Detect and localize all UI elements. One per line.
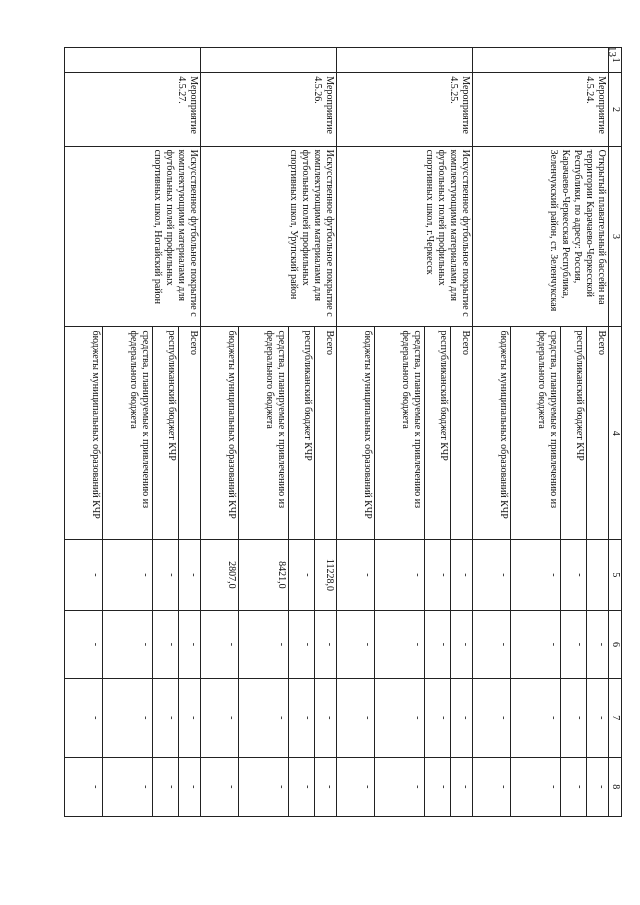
funding-source: бюджеты муниципальных образований КЧР bbox=[201, 327, 239, 539]
value-cell: - bbox=[153, 610, 179, 678]
value-cell: - bbox=[337, 679, 375, 757]
value-cell: - bbox=[65, 610, 103, 678]
value-cell: - bbox=[239, 610, 289, 678]
value-cell: - bbox=[315, 610, 337, 678]
value-cell: - bbox=[103, 679, 153, 757]
event-description: Искусственное футбольное покрытие с комплектующими материалами для футбольных полей профильных спортивных школ, г.Черкесск bbox=[337, 146, 473, 327]
funding-source: средства, планируемые к привлечению из федерального бюджета bbox=[239, 327, 289, 539]
value-cell: 2807,0 bbox=[201, 539, 239, 610]
row-number-cell bbox=[473, 48, 609, 73]
table-body bbox=[65, 48, 622, 817]
value-cell: - bbox=[451, 539, 473, 610]
value-cell: - bbox=[561, 610, 587, 678]
funding-source: Всего bbox=[587, 327, 609, 539]
value-cell: - bbox=[103, 610, 153, 678]
funding-source: бюджеты муниципальных образований КЧР bbox=[65, 327, 103, 539]
funding-source: средства, планируемые к привлечению из федерального бюджета bbox=[375, 327, 425, 539]
value-cell: - bbox=[451, 679, 473, 757]
value-cell: - bbox=[337, 757, 375, 817]
table-row bbox=[315, 48, 337, 817]
event-name: Мероприятие 4.5.24. bbox=[473, 73, 609, 146]
value-cell: - bbox=[561, 679, 587, 757]
value-cell: - bbox=[473, 610, 511, 678]
value-cell: - bbox=[315, 757, 337, 817]
value-cell: - bbox=[425, 539, 451, 610]
column-number: 8 bbox=[609, 757, 622, 817]
header-row bbox=[609, 48, 622, 817]
value-cell: - bbox=[239, 757, 289, 817]
value-cell: - bbox=[153, 757, 179, 817]
column-number: 3 bbox=[609, 146, 622, 327]
event-name: Мероприятие 4.5.27. bbox=[65, 73, 201, 146]
value-cell: - bbox=[201, 679, 239, 757]
row-number-cell bbox=[337, 48, 473, 73]
value-cell: - bbox=[561, 539, 587, 610]
value-cell: - bbox=[511, 610, 561, 678]
value-cell: - bbox=[587, 679, 609, 757]
funding-source: республиканский бюджет КЧР bbox=[425, 327, 451, 539]
value-cell: - bbox=[511, 539, 561, 610]
value-cell: - bbox=[473, 539, 511, 610]
event-name: Мероприятие 4.5.25. bbox=[337, 73, 473, 146]
event-name: Мероприятие 4.5.26. bbox=[201, 73, 337, 146]
value-cell: - bbox=[587, 610, 609, 678]
value-cell: - bbox=[179, 610, 201, 678]
value-cell: - bbox=[201, 610, 239, 678]
value-cell: - bbox=[375, 757, 425, 817]
column-number: 4 bbox=[609, 327, 622, 539]
row-number-cell bbox=[65, 48, 201, 73]
column-number: 1 bbox=[609, 48, 622, 73]
funding-source: бюджеты муниципальных образований КЧР bbox=[473, 327, 511, 539]
value-cell: - bbox=[239, 679, 289, 757]
value-cell bbox=[587, 539, 609, 610]
value-cell: - bbox=[179, 757, 201, 817]
funding-source: средства, планируемые к привлечению из федерального бюджета bbox=[511, 327, 561, 539]
value-cell: - bbox=[561, 757, 587, 817]
value-cell: - bbox=[587, 757, 609, 817]
value-cell: - bbox=[451, 757, 473, 817]
value-cell: - bbox=[511, 757, 561, 817]
column-number: 5 bbox=[609, 539, 622, 610]
value-cell: - bbox=[337, 539, 375, 610]
funding-source: средства, планируемые к привлечению из федерального бюджета bbox=[103, 327, 153, 539]
funding-source: Всего bbox=[179, 327, 201, 539]
value-cell: - bbox=[337, 610, 375, 678]
value-cell: - bbox=[289, 757, 315, 817]
value-cell: 11228,0 bbox=[315, 539, 337, 610]
value-cell: - bbox=[65, 539, 103, 610]
funding-source: республиканский бюджет КЧР bbox=[561, 327, 587, 539]
event-description: Искусственное футбольное покрытие с комплектующими материалами для футбольных полей профильных спортивных школ, Урупский район bbox=[201, 146, 337, 327]
event-description: Открытый плавательный бассейн на территории Карачаево-Черкесской Республики, по адресу: Россия, Карачаево-Черкесская Республика, Зеленчукский район, ст. Зеленчукская bbox=[473, 146, 609, 327]
funding-source: Всего bbox=[451, 327, 473, 539]
value-cell: - bbox=[425, 757, 451, 817]
value-cell: 8421,0 bbox=[239, 539, 289, 610]
table-row bbox=[587, 48, 609, 817]
funding-source: республиканский бюджет КЧР bbox=[289, 327, 315, 539]
column-number: 6 bbox=[609, 610, 622, 678]
funding-source: бюджеты муниципальных образований КЧР bbox=[337, 327, 375, 539]
value-cell: - bbox=[179, 679, 201, 757]
rotated-page bbox=[47, 47, 622, 817]
value-cell: - bbox=[451, 610, 473, 678]
table-row bbox=[451, 48, 473, 817]
value-cell: - bbox=[153, 539, 179, 610]
column-number: 7 bbox=[609, 679, 622, 757]
funding-source: Всего bbox=[315, 327, 337, 539]
value-cell: - bbox=[375, 610, 425, 678]
value-cell: - bbox=[315, 679, 337, 757]
value-cell: - bbox=[65, 757, 103, 817]
event-description: Искусственное футбольное покрытие с комплектующими материалами для футбольных полей профильных спортивных школ, Ногайский район bbox=[65, 146, 201, 327]
page-number: 13 bbox=[606, 46, 618, 57]
value-cell: - bbox=[511, 679, 561, 757]
value-cell: - bbox=[375, 539, 425, 610]
funding-source: республиканский бюджет КЧР bbox=[153, 327, 179, 539]
value-cell: - bbox=[375, 679, 425, 757]
value-cell: - bbox=[473, 679, 511, 757]
value-cell: - bbox=[289, 610, 315, 678]
value-cell: - bbox=[289, 679, 315, 757]
value-cell: - bbox=[201, 757, 239, 817]
program-table bbox=[64, 47, 622, 817]
value-cell: - bbox=[473, 757, 511, 817]
value-cell: - bbox=[289, 539, 315, 610]
value-cell: - bbox=[103, 539, 153, 610]
value-cell: - bbox=[65, 679, 103, 757]
value-cell: - bbox=[153, 679, 179, 757]
column-number: 2 bbox=[609, 73, 622, 146]
value-cell: - bbox=[103, 757, 153, 817]
value-cell: - bbox=[179, 539, 201, 610]
row-number-cell bbox=[201, 48, 337, 73]
table-row bbox=[179, 48, 201, 817]
value-cell: - bbox=[425, 610, 451, 678]
value-cell: - bbox=[425, 679, 451, 757]
